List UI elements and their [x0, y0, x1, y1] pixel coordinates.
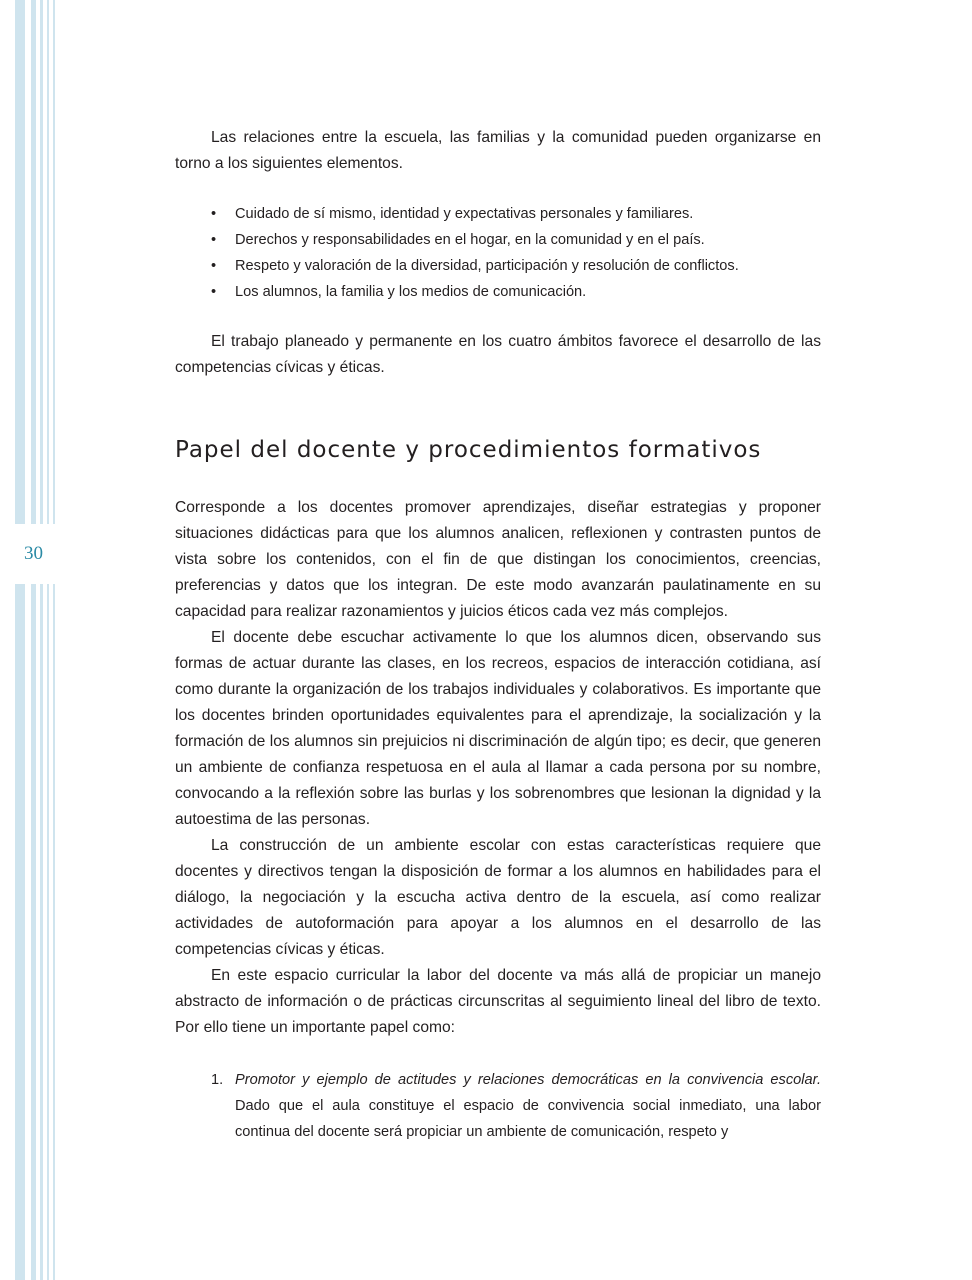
- paragraph: La construcción de un ambiente escolar con estas características requiere que docentes y directivos tengan la disposición de formar a los alumnos en habilidades para el diálogo, la negociación y la escucha activa dentro de la escuela, así como realizar actividades de autoformación para apoyar a los alumnos en el desarrollo de las competencias cívicas y éticas.: [175, 837, 821, 958]
- margin-stripe: [31, 0, 36, 524]
- list-item: • Respeto y valoración de la diversidad, participación y resolución de conflictos.: [175, 253, 821, 279]
- margin-stripe: [47, 584, 49, 1280]
- margin-stripe: [15, 584, 25, 1280]
- paragraph: El docente debe escuchar activamente lo que los alumnos dicen, observando sus formas de actuar durante las clases, en los recreos, espacios de interacción cotidiana, así como durante la organización de los trabajos individuales y colaborativos. Es importante que los docentes brinden oportunidades equivalentes para el aprendizaje, la socialización y la formación de los alumnos sin prejuicios ni discriminación de algún tipo; es decir, que generen un ambiente de confianza respetuosa en el aula al llamar a cada persona por su nombre, convocando a la reflexión sobre las burlas y los sobrenombres que lesionan la dignidad y la autoestima de las personas.: [175, 629, 821, 828]
- section-heading: Papel del docente y procedimientos formativos: [175, 437, 762, 463]
- intro-paragraph: Las relaciones entre la escuela, las familias y la comunidad pueden organizarse en torno a los siguientes elementos.: [175, 129, 821, 172]
- list-item: • Los alumnos, la familia y los medios de comunicación.: [175, 279, 821, 305]
- bullet-list: [175, 201, 821, 305]
- paragraph: El trabajo planeado y permanente en los cuatro ámbitos favorece el desarrollo de las competencias cívicas y éticas.: [175, 333, 821, 376]
- margin-stripe: [40, 0, 43, 524]
- paragraph: En este espacio curricular la labor del docente va más allá de propiciar un manejo abstracto de información o de prácticas circunscritas al seguimiento lineal del libro de texto. Por ello tiene un importante papel como:: [175, 967, 821, 1036]
- page-number: 30: [24, 543, 43, 564]
- item-text: Dado que el aula constituye el espacio de convivencia social inmediato, una labor continua del docente será propiciar un ambiente de comunicación, respeto y: [235, 1098, 821, 1140]
- margin-stripe: [47, 0, 49, 524]
- list-item: [175, 1067, 821, 1145]
- list-item: • Derechos y responsabilidades en el hogar, en la comunidad y en el país.: [175, 227, 821, 253]
- margin-stripe: [15, 0, 25, 524]
- margin-stripe: [40, 584, 43, 1280]
- item-number: 1.: [211, 1072, 224, 1088]
- item-title: Promotor y ejemplo de actitudes y relaciones democráticas en la convivencia escolar.: [235, 1072, 821, 1088]
- margin-stripe: [53, 584, 55, 1280]
- numbered-list: [175, 1067, 821, 1145]
- margin-stripe: [31, 584, 36, 1280]
- paragraph: Corresponde a los docentes promover aprendizajes, diseñar estrategias y proponer situaciones didácticas para que los alumnos analicen, reflexionen y contrasten puntos de vista sobre los contenidos, con el fin de que distingan los conocimientos, creencias, preferencias y datos que los integran. De este modo avanzarán paulatinamente en su capacidad para realizar razonamientos y juicios éticos cada vez más complejos.: [175, 499, 821, 620]
- margin-stripe: [53, 0, 55, 524]
- page-content: [175, 125, 821, 1145]
- list-item: • Cuidado de sí mismo, identidad y expectativas personales y familiares.: [175, 201, 821, 227]
